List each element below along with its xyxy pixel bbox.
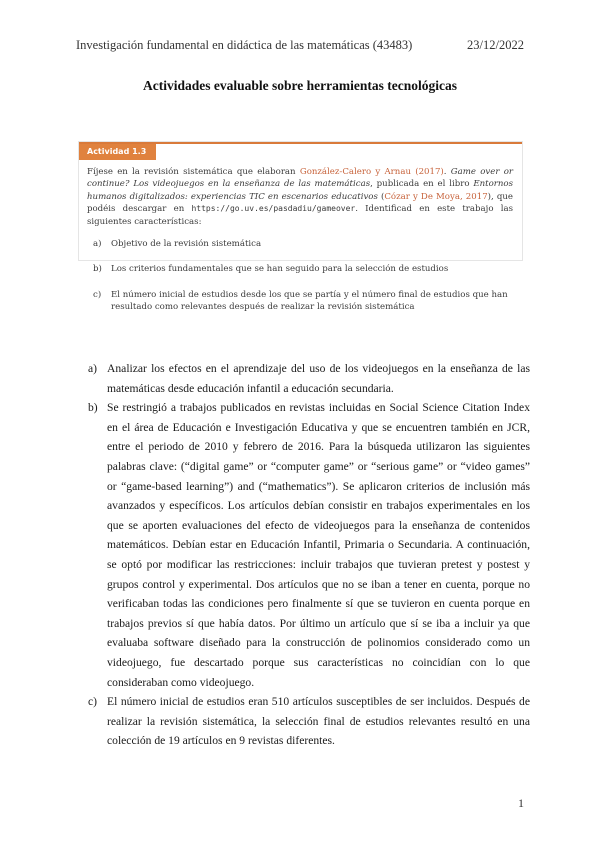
page-number: 1	[518, 796, 524, 810]
answer-item	[88, 359, 530, 398]
activity-item-text: El número inicial de estudios desde los que se partía y el número final de estudios que han resultado como relevantes después de realizar la revisión sistemática	[111, 289, 508, 313]
answer-item	[88, 398, 530, 692]
header-date: 23/12/2022	[467, 38, 524, 52]
activity-body	[87, 166, 513, 327]
answer-list	[88, 359, 530, 751]
activity-intro-text: (	[377, 191, 385, 202]
page-title: Actividades evaluable sobre herramientas tecnológicas	[143, 78, 457, 93]
activity-item-label: b)	[93, 264, 102, 275]
answer-item	[88, 692, 530, 751]
activity-tab	[79, 142, 522, 163]
activity-item	[87, 263, 513, 275]
activity-intro-text: Fíjese en la revisión sistemática que elaboran	[87, 167, 300, 177]
activity-item	[87, 289, 513, 314]
activity-intro-text: .	[443, 167, 451, 177]
book-title: Game over or continue? Los videojuegos en la enseñanza de las matemáticas	[87, 167, 513, 190]
activity-item-label: c)	[93, 289, 102, 300]
activity-box	[78, 141, 523, 313]
activity-item-text: Objetivo de la revisión sistemática	[111, 239, 262, 250]
activity-tab-label: Actividad 1.3	[79, 144, 156, 160]
answer-text: Se restringió a trabajos publicados en revistas incluidas en Social Science Citation Index en el área de Educación e Investigación Educativa y que se encuentren también en JCR, entre el periodo de 2010 y febrero de 2016. Para la búsqueda utilizaron las siguientes palabras clave: (“digital game” or “computer game” or “serious game” or “video games” or “game-based learning”) and (“mathematics”). Se aplicaron criterios de inclusión más avanzados y específicos. Los artículos debían consistir en trabajos experimentales en los que se aporten evaluaciones del efecto de videojuegos para la enseñanza de contenidos matemáticos. Debían estar en Educación Infantil, Primaria o Secundaria. A continuación, se optó por modificar las restricciones: incluir trabajos que tuvieran pretest y postest y grupos control y experimental. Dos artículos que no se iban a tener en cuenta, porque no verificaban todas las condiciones pero finalmente sí que se tuvieron en cuenta porque en trabajos previos sí que había datos. Por último un artículo que sí se iba a incluir ya que evaluaba software diseñado para la construcción de polinomios considerado como un videojuego, fue descartado porque sus características no coincidían con lo que consideraban como videojuego.	[107, 401, 530, 689]
book-series: Entornos humanos digitalizados: experiencias TIC en escenarios educativos	[87, 179, 513, 202]
activity-item-text: Los criterios fundamentales que se han seguido para la selección de estudios	[111, 264, 449, 275]
download-url[interactable]: https://go.uv.es/pasdadiu/gameover	[191, 204, 356, 214]
course-title: Investigación fundamental en didáctica de las matemáticas (43483)	[76, 38, 413, 52]
activity-intro-text: ), que podéis descargar en	[87, 191, 513, 215]
answer-label: b)	[88, 401, 98, 415]
activity-item-list	[87, 238, 513, 314]
activity-intro	[87, 166, 513, 228]
editor-link[interactable]: Cózar y De Moya, 2017	[384, 191, 488, 202]
activity-intro-text: , publicada en el libro	[370, 179, 474, 190]
activity-intro-text: . Identificad en este trabajo las siguientes características:	[87, 204, 513, 227]
activity-item-label: a)	[93, 239, 102, 250]
page-header	[76, 38, 524, 53]
answer-text: El número inicial de estudios eran 510 artículos susceptibles de ser incluidos. Después de realizar la revisión sistemática, la selección final de estudios relevantes resultó en una colección de 19 artículos en 9 revistas diferentes.	[107, 695, 530, 748]
answer-text: Analizar los efectos en el aprendizaje del uso de los videojuegos en la enseñanza de las matemáticas desde educación infantil a educación secundaria.	[107, 362, 530, 395]
activity-item	[87, 238, 513, 250]
answer-label: a)	[88, 362, 98, 375]
answer-label: c)	[88, 695, 98, 709]
author-link[interactable]: González-Calero y Arnau (2017)	[299, 167, 444, 177]
